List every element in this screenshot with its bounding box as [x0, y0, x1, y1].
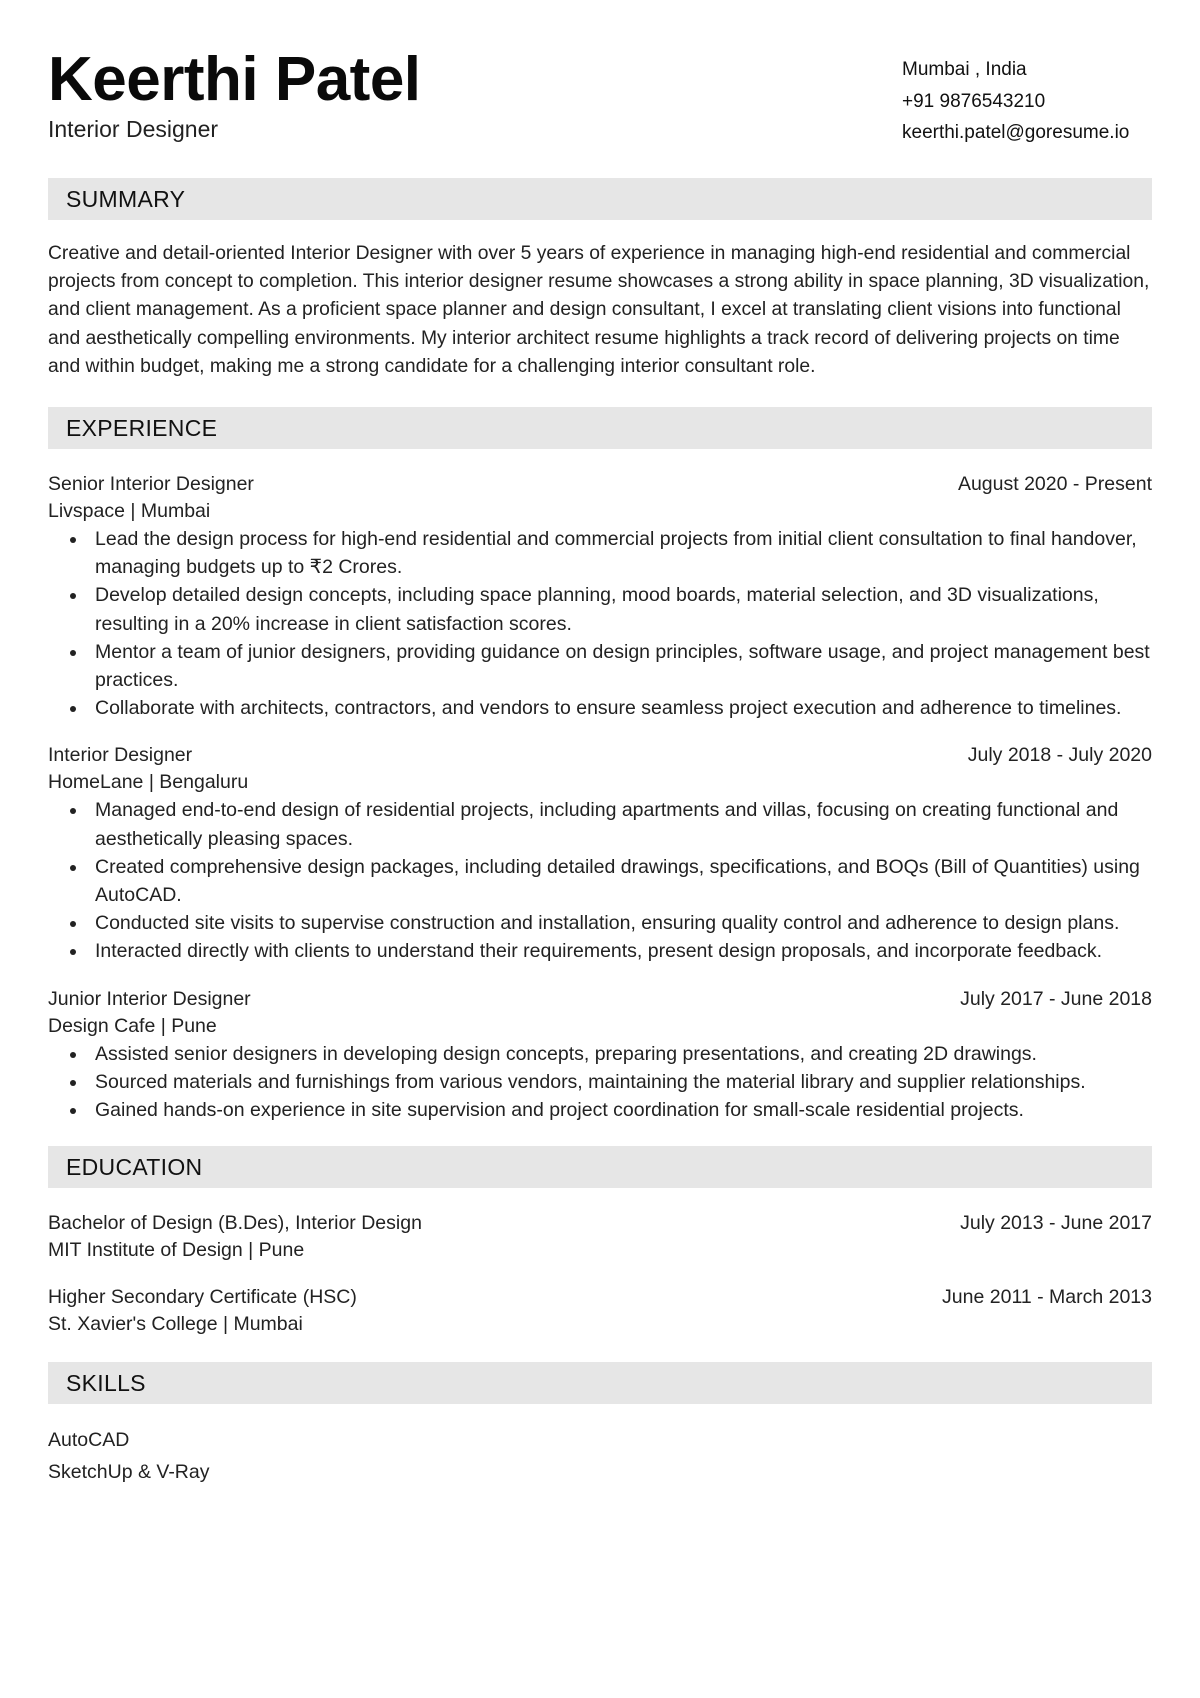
skill-item: AutoCAD	[48, 1429, 130, 1452]
job-bullets	[48, 1040, 1152, 1125]
job-role: Junior Interior Designer	[48, 987, 251, 1010]
experience-section	[48, 407, 1152, 1146]
education-heading: EDUCATION	[48, 1146, 1152, 1188]
contact-location: Mumbai , India	[902, 59, 1027, 80]
skill-item: SketchUp & V-Ray	[48, 1461, 210, 1484]
education-entry-header	[48, 1210, 1152, 1237]
summary-text: Creative and detail-oriented Interior Designer with over 5 years of experience in managing high-end residential and commercial projects from concept to completion. This interior designer resume showcases a strong ability in space planning, 3D visualization, and client management. As a proficient space planner and design consultant, I excel at translating client visions into functional and aesthetically compelling environments. My interior architect resume highlights a track record of delivering projects on time and within budget, making me a strong candidate for a challenging interior consultant role.	[48, 243, 1150, 377]
skills-section	[48, 1362, 1152, 1488]
education-dates: July 2013 - June 2017	[960, 1212, 1152, 1235]
job-bullet: Develop detailed design concepts, including space planning, mood boards, material selection, and 3D visualizations, resulting in a 20% increase in client satisfaction scores.	[48, 581, 1152, 637]
summary-heading: SUMMARY	[48, 178, 1152, 220]
job-bullets	[48, 525, 1152, 722]
experience-entry	[48, 986, 1152, 1125]
education-entry-header	[48, 1284, 1152, 1311]
job-bullet: Collaborate with architects, contractors, and vendors to ensure seamless project execution and adherence to timelines.	[48, 694, 1152, 722]
experience-entry-header	[48, 471, 1152, 498]
skills-list	[48, 1424, 1152, 1488]
job-bullet: Interacted directly with clients to understand their requirements, present design proposals, and incorporate feedback.	[48, 937, 1152, 965]
job-bullet: Assisted senior designers in developing design concepts, preparing presentations, and creating 2D drawings.	[48, 1040, 1152, 1068]
education-school: St. Xavier's College | Mumbai	[48, 1313, 303, 1336]
job-company: Design Cafe | Pune	[48, 1014, 217, 1037]
education-degree: Bachelor of Design (B.Des), Interior Design	[48, 1212, 422, 1235]
job-dates: July 2017 - June 2018	[960, 987, 1152, 1010]
job-bullet: Gained hands-on experience in site supervision and project coordination for small-scale residential projects.	[48, 1096, 1152, 1124]
education-degree: Higher Secondary Certificate (HSC)	[48, 1286, 357, 1309]
experience-list	[48, 471, 1152, 1146]
resume-header	[48, 46, 1152, 178]
experience-entry	[48, 471, 1152, 722]
candidate-name: Keerthi Patel	[48, 45, 421, 114]
education-school: MIT Institute of Design | Pune	[48, 1239, 305, 1262]
experience-entry	[48, 742, 1152, 965]
job-bullet: Created comprehensive design packages, including detailed drawings, specifications, and BOQs (Bill of Quantities) using AutoCAD.	[48, 853, 1152, 909]
job-bullets	[48, 796, 1152, 965]
education-section	[48, 1146, 1152, 1362]
job-dates: August 2020 - Present	[957, 473, 1152, 496]
job-bullet: Conducted site visits to supervise construction and installation, ensuring quality control and adherence to design plans.	[48, 909, 1152, 937]
contact-block	[902, 46, 1152, 149]
job-bullet: Sourced materials and furnishings from various vendors, maintaining the material library and supplier relationships.	[48, 1068, 1152, 1096]
header-identity	[48, 46, 421, 144]
skills-heading: SKILLS	[48, 1362, 1152, 1404]
job-company: HomeLane | Bengaluru	[48, 771, 249, 794]
education-dates: June 2011 - March 2013	[942, 1286, 1152, 1309]
contact-email[interactable]: keerthi.patel@goresume.io	[902, 122, 1130, 143]
job-dates: July 2018 - July 2020	[967, 744, 1152, 767]
job-bullet: Mentor a team of junior designers, providing guidance on design principles, software usage, and project management best practices.	[48, 638, 1152, 694]
experience-entry-header	[48, 986, 1152, 1013]
education-entry	[48, 1284, 1152, 1338]
education-list	[48, 1210, 1152, 1362]
candidate-title: Interior Designer	[48, 116, 219, 142]
job-role: Interior Designer	[48, 744, 193, 767]
education-entry	[48, 1210, 1152, 1264]
contact-phone: +91 9876543210	[902, 90, 1046, 112]
summary-section	[48, 178, 1152, 381]
job-bullet: Managed end-to-end design of residential projects, including apartments and villas, focusing on creating functional and aesthetically pleasing spaces.	[48, 796, 1152, 852]
experience-entry-header	[48, 742, 1152, 769]
job-role: Senior Interior Designer	[48, 473, 254, 496]
job-company: Livspace | Mumbai	[48, 500, 211, 523]
experience-heading: EXPERIENCE	[48, 407, 1152, 449]
job-bullet: Lead the design process for high-end residential and commercial projects from initial client consultation to final handover, managing budgets up to ₹2 Crores.	[48, 525, 1152, 581]
